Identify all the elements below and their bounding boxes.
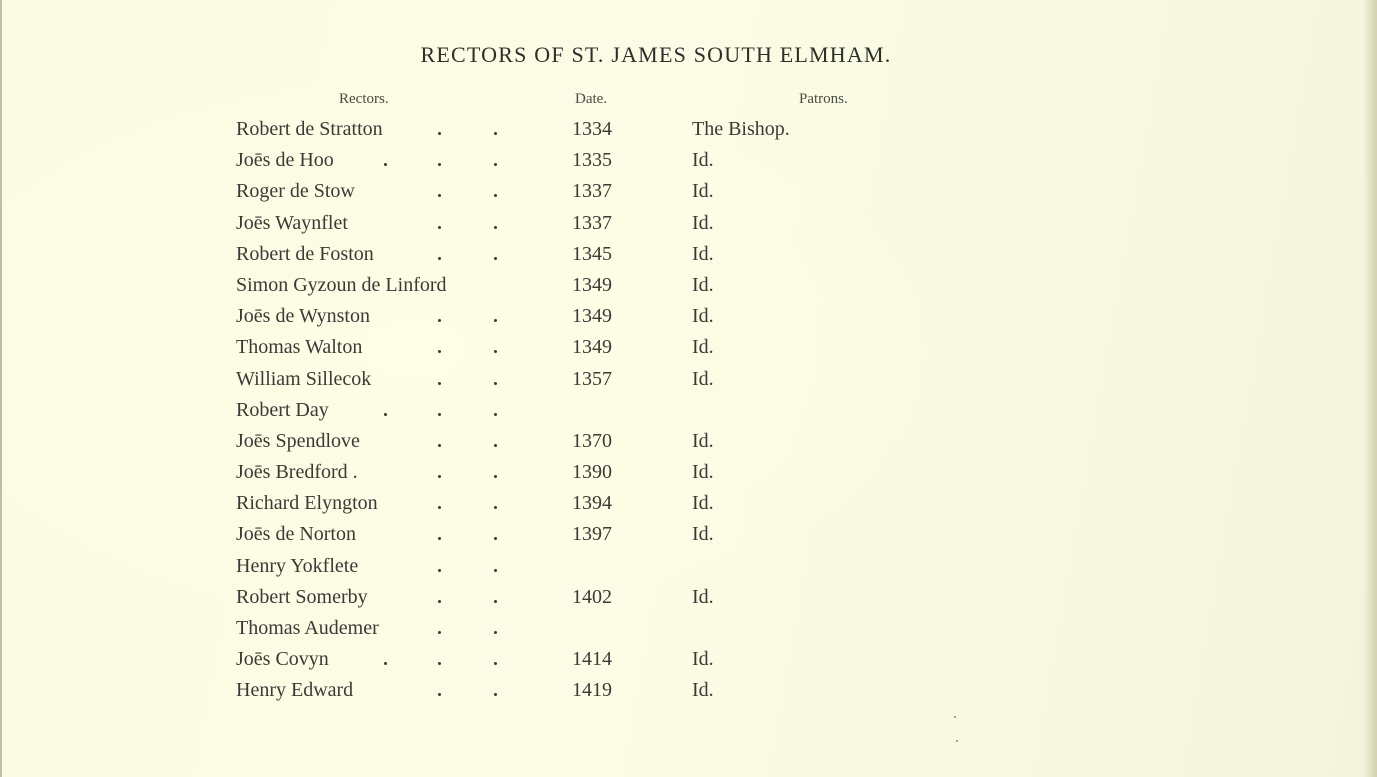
leader-dot [438, 475, 441, 478]
leader-dot [494, 475, 497, 478]
rector-name: Robert de Foston [236, 242, 374, 265]
table-row [0, 270, 1000, 301]
rector-patron: Id. [692, 211, 714, 234]
leader-dot [494, 382, 497, 385]
rector-patron: Id. [692, 242, 714, 265]
leader-dots [380, 488, 505, 519]
rector-name: Robert Somerby [236, 585, 368, 608]
leader-dot [494, 413, 497, 416]
leader-dot [438, 413, 441, 416]
rector-name: Joēs Bredford . [236, 461, 358, 484]
leader-dot [438, 163, 441, 166]
leader-dot [384, 662, 387, 665]
table-row [0, 239, 1000, 270]
leader-dot [494, 693, 497, 696]
leader-dot [494, 226, 497, 229]
leader-dots [380, 332, 505, 363]
leader-dots [380, 519, 505, 550]
table-row [0, 426, 1000, 457]
rector-name: Joēs Covyn [236, 648, 329, 671]
rector-date: 1334 [572, 118, 612, 140]
rector-name: Thomas Walton [236, 336, 363, 359]
leader-dot [494, 132, 497, 135]
rector-name: Joēs Spendlove [236, 429, 360, 452]
rector-date: 1337 [572, 180, 612, 203]
rector-date: 1349 [572, 273, 612, 296]
table-row [0, 208, 1000, 239]
leader-dot [494, 569, 497, 572]
rector-name: Thomas Audemer [236, 617, 379, 639]
rector-name: Joēs de Wynston [236, 305, 370, 328]
leader-dots [380, 364, 505, 395]
rector-name: Henry Edward [236, 679, 354, 702]
leader-dots [380, 301, 505, 332]
rector-patron: The Bishop. [692, 118, 790, 140]
rector-name: Robert Day [236, 398, 329, 421]
rector-date: 1357 [572, 367, 612, 390]
leader-dots [380, 644, 505, 675]
rector-patron: Id. [692, 679, 714, 702]
rector-patron: Id. [692, 461, 714, 484]
table-row [0, 613, 1000, 644]
table-row [0, 114, 1000, 145]
page-right-edge [1363, 0, 1377, 777]
column-header-rectors: Rectors. [339, 91, 389, 107]
column-header-date: Date. [575, 91, 608, 107]
table-row [0, 519, 1000, 550]
leader-dot [494, 506, 497, 509]
table-row [0, 457, 1000, 488]
rector-name: Robert de Stratton [236, 118, 383, 140]
rector-date: 1345 [572, 242, 612, 265]
rector-name: Joēs Waynflet [236, 211, 348, 234]
rector-patron: Id. [692, 149, 714, 172]
rector-patron: Id. [692, 305, 714, 328]
leader-dots [380, 457, 505, 488]
leader-dot [494, 257, 497, 260]
rector-date: 1370 [572, 429, 612, 452]
rector-patron: Id. [692, 648, 714, 671]
leader-dot [438, 600, 441, 603]
table-row [0, 364, 1000, 395]
leader-dot [494, 194, 497, 197]
rector-date: 1397 [572, 523, 612, 546]
rector-name: Henry Yokflete [236, 554, 359, 577]
rector-patron: Id. [692, 523, 714, 546]
leader-dot [438, 444, 441, 447]
leader-dots [380, 395, 505, 426]
rector-date: 1349 [572, 336, 612, 359]
leader-dot [438, 569, 441, 572]
leader-dot [438, 257, 441, 260]
table-row [0, 145, 1000, 176]
leader-dots [380, 426, 505, 457]
rector-name: Roger de Stow [236, 180, 355, 203]
rector-patron: Id. [692, 336, 714, 359]
leader-dot [438, 631, 441, 634]
leader-dot [438, 662, 441, 665]
table-row [0, 582, 1000, 613]
column-header-patrons: Patrons. [799, 91, 848, 107]
rector-date: 1337 [572, 211, 612, 234]
rector-patron: Id. [692, 492, 714, 515]
rector-patron: Id. [692, 367, 714, 390]
leader-dot [384, 413, 387, 416]
leader-dot [438, 693, 441, 696]
leader-dots [380, 582, 505, 613]
rector-patron: Id. [692, 429, 714, 452]
leader-dot [494, 631, 497, 634]
leader-dots [380, 675, 505, 706]
table-row [0, 176, 1000, 207]
table-row [0, 395, 1000, 426]
leader-dot [494, 163, 497, 166]
rector-date: 1390 [572, 461, 612, 484]
leader-dots [380, 613, 505, 644]
rector-name: Joēs de Norton [236, 523, 356, 546]
table-row [0, 332, 1000, 363]
rector-patron: Id. [692, 180, 714, 203]
leader-dots [380, 145, 505, 176]
rector-patron: Id. [692, 585, 714, 608]
leader-dot [438, 537, 441, 540]
rector-date: 1394 [572, 492, 612, 515]
rector-patron: Id. [692, 273, 714, 296]
rector-date: 1419 [572, 679, 612, 702]
leader-dot [438, 194, 441, 197]
table-row [0, 644, 1000, 675]
rectors-table [0, 114, 1000, 707]
leader-dot [438, 319, 441, 322]
leader-dot [438, 132, 441, 135]
leader-dot [494, 319, 497, 322]
table-row [0, 301, 1000, 332]
leader-dots [380, 208, 505, 239]
leader-dots [380, 551, 505, 582]
leader-dot [438, 506, 441, 509]
leader-dot [438, 382, 441, 385]
table-row [0, 488, 1000, 519]
rector-date: 1349 [572, 305, 612, 328]
leader-dots [380, 270, 505, 301]
rector-date: 1402 [572, 585, 612, 608]
leader-dot [438, 350, 441, 353]
table-row [0, 551, 1000, 582]
rector-name: Joēs de Hoo [236, 149, 334, 172]
rector-date: 1414 [572, 648, 612, 671]
table-row [0, 675, 1000, 706]
rector-name: Richard Elyngton [236, 492, 378, 515]
leader-dot [438, 226, 441, 229]
leader-dots [380, 239, 505, 270]
leader-dots [380, 176, 505, 207]
leader-dot [494, 600, 497, 603]
leader-dot [494, 537, 497, 540]
rector-date: 1335 [572, 149, 612, 172]
leader-dot [494, 662, 497, 665]
leader-dot [494, 444, 497, 447]
page-title: RECTORS OF ST. JAMES SOUTH ELMHAM. [420, 42, 892, 67]
rector-name: William Sillecok [236, 367, 372, 390]
paper-speck [956, 740, 958, 742]
leader-dot [494, 350, 497, 353]
leader-dot [384, 163, 387, 166]
rector-name: Simon Gyzoun de Linford [236, 273, 447, 296]
paper-speck [954, 716, 956, 718]
leader-dots [380, 114, 505, 145]
